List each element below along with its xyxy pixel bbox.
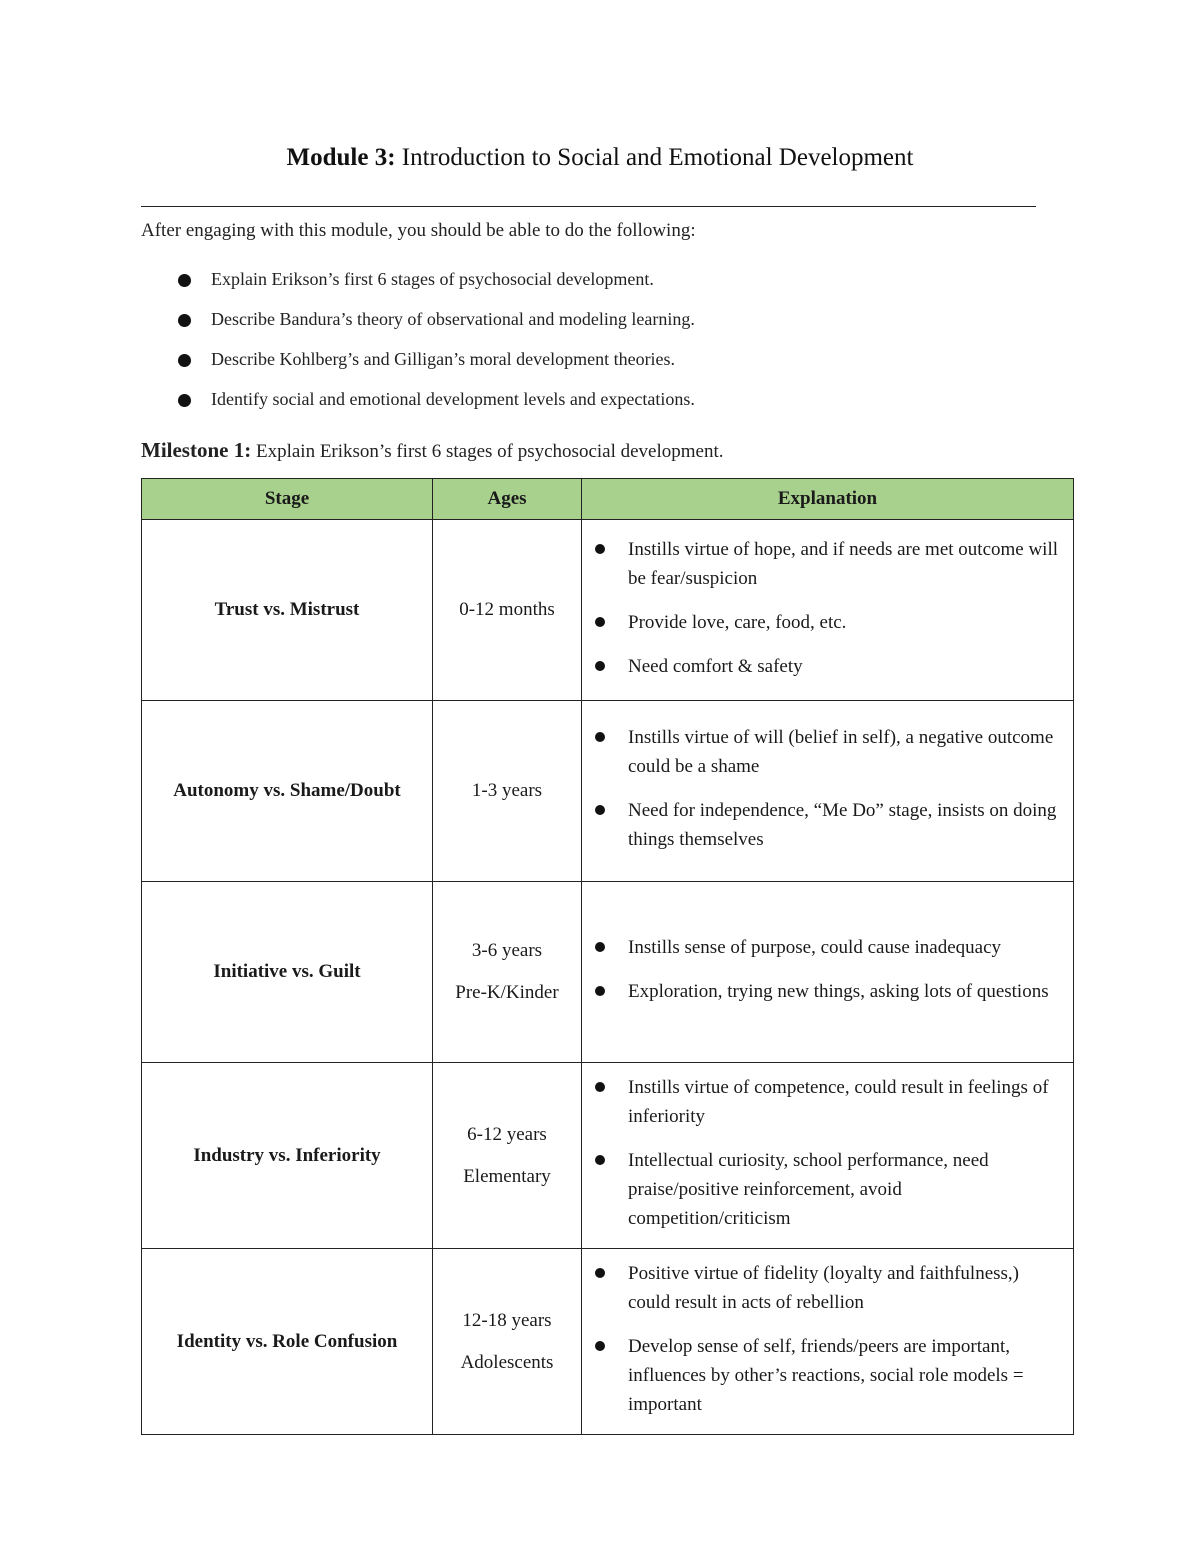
bullet-icon — [178, 314, 191, 327]
header-stage: Stage — [142, 479, 433, 520]
explanation-text: Intellectual curiosity, school performance, need praise/positive reinforcement, avoid competition/criticism — [628, 1150, 989, 1229]
explanation-cell — [582, 882, 1074, 1063]
explanation-list — [628, 723, 1063, 854]
explanation-text: Develop sense of self, friends/peers are important, influences by other’s reactions, social role models = important — [628, 1336, 1024, 1415]
objective-text: Identify social and emotional development levels and expectations. — [211, 389, 695, 409]
objective-item — [176, 306, 695, 346]
explanation-text: Positive virtue of fidelity (loyalty and faithfulness,) could result in acts of rebellion — [628, 1263, 1020, 1313]
explanation-item — [628, 1073, 1063, 1131]
table-row — [142, 1063, 1074, 1249]
ages-line: Elementary — [463, 1165, 551, 1187]
explanation-item — [628, 977, 1063, 1006]
stage-cell: Autonomy vs. Shame/Doubt — [142, 701, 433, 882]
module-title: Introduction to Social and Emotional Development — [401, 144, 914, 171]
milestone-label: Milestone 1: — [141, 438, 252, 462]
explanation-item — [628, 1259, 1063, 1317]
explanation-text: Instills sense of purpose, could cause inadequacy — [628, 937, 1002, 958]
explanation-item — [628, 652, 1063, 681]
objectives-list — [176, 266, 695, 426]
explanation-cell — [582, 1063, 1074, 1249]
explanation-text: Instills virtue of hope, and if needs are met outcome will be fear/suspicion — [628, 538, 1059, 589]
ages-line: 0-12 months — [459, 599, 555, 620]
explanation-list — [628, 1073, 1063, 1233]
bullet-icon — [178, 394, 191, 407]
ages-cell — [433, 520, 582, 701]
ages-line: 12-18 years — [462, 1309, 552, 1331]
objective-item — [176, 266, 695, 306]
explanation-list — [628, 535, 1063, 681]
objective-item — [176, 386, 695, 426]
bullet-icon — [595, 544, 605, 554]
stage-cell: Industry vs. Inferiority — [142, 1063, 433, 1249]
bullet-icon — [595, 1268, 605, 1278]
table-row — [142, 1249, 1074, 1435]
bullet-icon — [595, 1341, 605, 1351]
ages-cell — [433, 1063, 582, 1249]
header-explanation: Explanation — [582, 479, 1074, 520]
bullet-icon — [595, 1155, 605, 1165]
explanation-text: Need for independence, “Me Do” stage, insists on doing things themselves — [628, 800, 1057, 850]
explanation-text: Provide love, care, food, etc. — [628, 611, 847, 633]
page-title — [0, 142, 1200, 174]
explanation-text: Exploration, trying new things, asking lots of questions — [628, 981, 1049, 1002]
bullet-icon — [178, 274, 191, 287]
ages-cell — [433, 701, 582, 882]
ages-line: 3-6 years — [471, 940, 543, 961]
explanation-item — [628, 796, 1063, 854]
table-row — [142, 882, 1074, 1063]
stage-cell: Trust vs. Mistrust — [142, 520, 433, 701]
ages-cell — [433, 882, 582, 1063]
stages-table — [141, 478, 1074, 1435]
table-header-row — [142, 479, 1074, 520]
header-ages: Ages — [433, 479, 582, 520]
milestone-heading — [141, 436, 724, 466]
bullet-icon — [595, 986, 605, 996]
explanation-cell — [582, 1249, 1074, 1435]
stage-cell: Initiative vs. Guilt — [142, 882, 433, 1063]
objective-text: Describe Bandura’s theory of observational and modeling learning. — [211, 309, 695, 329]
stage-cell: Identity vs. Role Confusion — [142, 1249, 433, 1435]
intro-text: After engaging with this module, you should be able to do the following: — [141, 220, 696, 241]
explanation-text: Instills virtue of will (belief in self), a negative outcome could be a shame — [628, 727, 1054, 777]
bullet-icon — [595, 1082, 605, 1092]
table-row — [142, 520, 1074, 701]
explanation-item — [628, 608, 1063, 637]
explanation-item — [628, 535, 1063, 593]
bullet-icon — [595, 732, 605, 742]
ages-line: Pre-K/Kinder — [455, 982, 559, 1003]
explanation-item — [628, 1332, 1063, 1419]
explanation-cell — [582, 701, 1074, 882]
explanation-cell — [582, 520, 1074, 701]
module-label: Module 3: — [286, 144, 396, 171]
ages-line: 6-12 years — [467, 1123, 547, 1145]
explanation-item — [628, 933, 1063, 962]
explanation-list — [628, 1259, 1063, 1419]
explanation-item — [628, 1146, 1063, 1233]
title-divider — [141, 206, 1036, 207]
explanation-item — [628, 723, 1063, 781]
explanation-text: Instills virtue of competence, could result in feelings of inferiority — [628, 1077, 1049, 1127]
ages-line: Adolescents — [460, 1351, 554, 1373]
bullet-icon — [595, 805, 605, 815]
ages-cell — [433, 1249, 582, 1435]
bullet-icon — [595, 661, 605, 671]
explanation-list — [628, 933, 1063, 1006]
table-row — [142, 701, 1074, 882]
explanation-text: Need comfort & safety — [628, 655, 803, 677]
milestone-text: Explain Erikson’s first 6 stages of psychosocial development. — [255, 441, 724, 462]
objective-text: Describe Kohlberg’s and Gilligan’s moral development theories. — [211, 349, 676, 369]
objective-item — [176, 346, 695, 386]
objective-text: Explain Erikson’s first 6 stages of psychosocial development. — [211, 269, 654, 289]
bullet-icon — [595, 942, 605, 952]
bullet-icon — [595, 617, 605, 627]
ages-line: 1-3 years — [471, 780, 543, 801]
bullet-icon — [178, 354, 191, 367]
